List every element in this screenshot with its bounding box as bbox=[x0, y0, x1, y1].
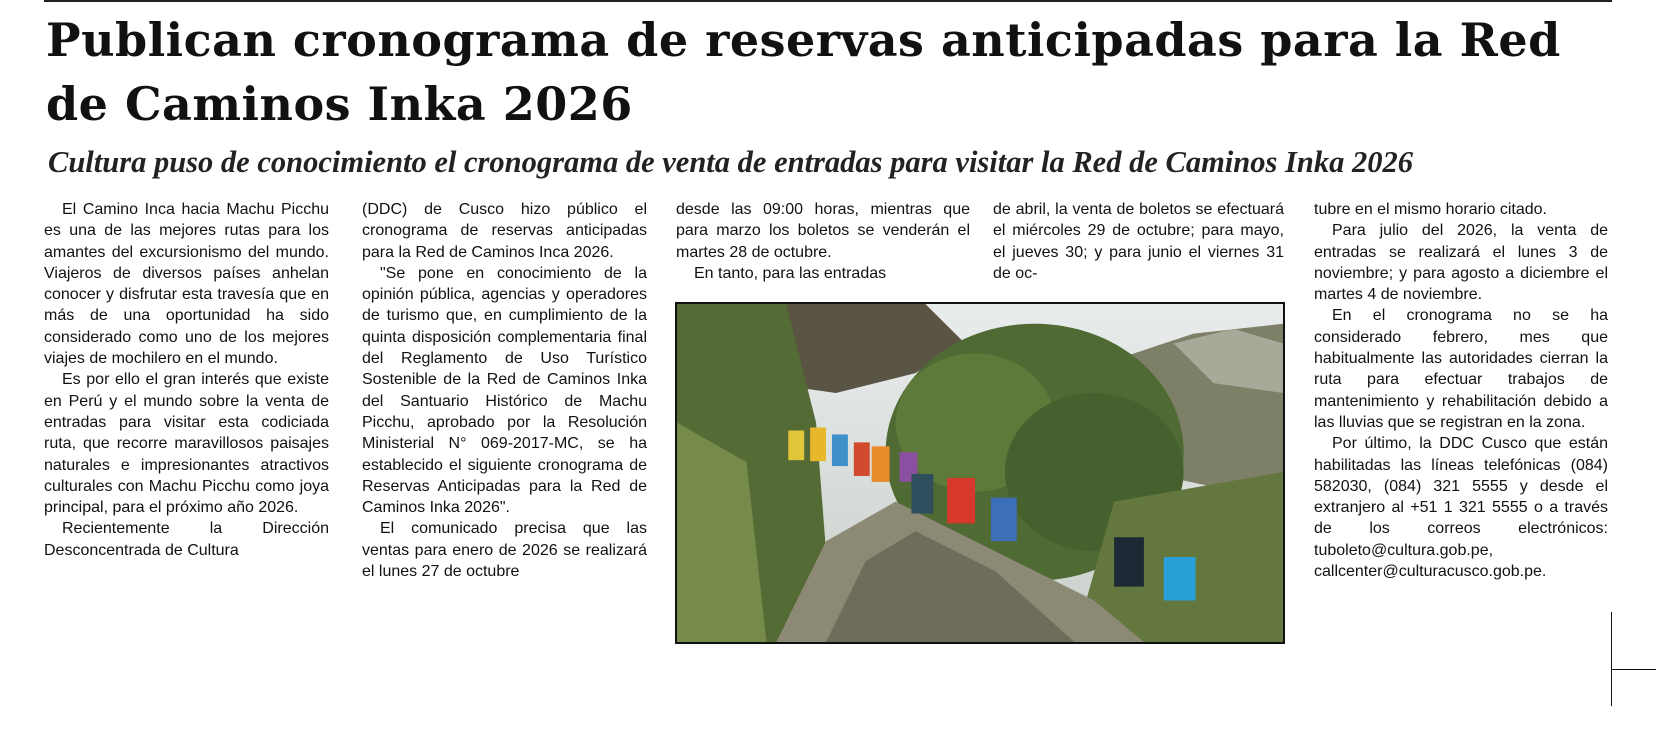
article-column-3 bbox=[676, 199, 970, 284]
paragraph: En tanto, para las entradas bbox=[694, 264, 887, 282]
article-column-1 bbox=[44, 199, 329, 561]
paragraph: de abril, la venta de boletos se efectuará el miércoles 29 de octubre; para mayo, el jueves 30; y para junio el viernes 31 de oc- bbox=[993, 201, 1284, 282]
paragraph: desde las 09:00 horas, mientras que para marzo los boletos se venderán el martes 28 de octubre. bbox=[676, 201, 970, 261]
paragraph: (DDC) de Cusco hizo público el cronograma de reservas anticipadas para la Red de Caminos Inca 2026. bbox=[362, 201, 647, 261]
paragraph: "Se pone en conocimiento de la opinión pública, agencias y operadores de turismo que, en cumplimiento de la quinta disposición complementaria final del Reglamento de Uso Turístico Sostenible de la Red de Caminos Inka del Santuario Histórico de Machu Picchu, aprobado por la Resolución Ministerial N° 069-2017-MC, se ha establecido el siguiente cronograma de Reservas Anticipadas para la Red de Caminos Inka 2026". bbox=[362, 264, 647, 517]
crop-mark bbox=[1611, 669, 1656, 670]
paragraph: Para julio del 2026, la venta de entradas se realizará el lunes 3 de noviembre; y para agosto a diciembre el martes 4 de noviembre. bbox=[1314, 222, 1608, 304]
article-column-5 bbox=[1314, 199, 1608, 582]
paragraph: El comunicado precisa que las ventas para enero de 2026 se realizará el lunes 27 de octubre bbox=[362, 520, 647, 581]
hikers-photo bbox=[675, 302, 1285, 644]
subheadline: Cultura puso de conocimiento el cronograma de venta de entradas para visitar la Red de Caminos Inka 2026 bbox=[48, 145, 1413, 179]
paragraph: tubre en el mismo horario citado. bbox=[1314, 201, 1547, 218]
paragraph: Por último, la DDC Cusco que están habilitadas las líneas telefónicas (084) 582030, (084) 321 5555 y desde el extranjero al +51 1 321 5555 o a través de los correos electrónicos: tuboleto@cultura.gob.pe, callcenter@culturacusco.gob.pe. bbox=[1314, 435, 1608, 581]
headline: Publican cronograma de reservas anticipadas para la Red de Caminos Inka 2026 bbox=[46, 13, 1561, 131]
article-column-4 bbox=[993, 199, 1284, 284]
crop-mark bbox=[1611, 612, 1612, 706]
paragraph: Recientemente la Dirección Desconcentrada de Cultura bbox=[44, 520, 329, 559]
paragraph: El Camino Inca hacia Machu Picchu es una de las mejores rutas para los amantes del excursionismo del mundo. Viajeros de diversos países anhelan conocer y disfrutar esta travesía que en más de una oportunidad ha sido considerado como uno de los mejores viajes de mochilero en el mundo. bbox=[44, 201, 329, 368]
paragraph: En el cronograma no se ha considerado febrero, mes que habitualmente las autoridades cierran la ruta para efectuar trabajos de mantenimiento y rehabilitación debido a las lluvias que se registran en la zona. bbox=[1314, 307, 1608, 431]
article-column-2 bbox=[362, 199, 647, 582]
paragraph: Es por ello el gran interés que existe en Perú y el mundo sobre la venta de entradas para visitar esta codiciada ruta, que recorre maravillosos paisajes naturales e impresionantes atractivos culturales con Machu Picchu como joya principal, para el próximo año 2026. bbox=[44, 371, 329, 517]
top-rule bbox=[44, 0, 1612, 2]
hikers-photo-illustration bbox=[677, 304, 1283, 642]
